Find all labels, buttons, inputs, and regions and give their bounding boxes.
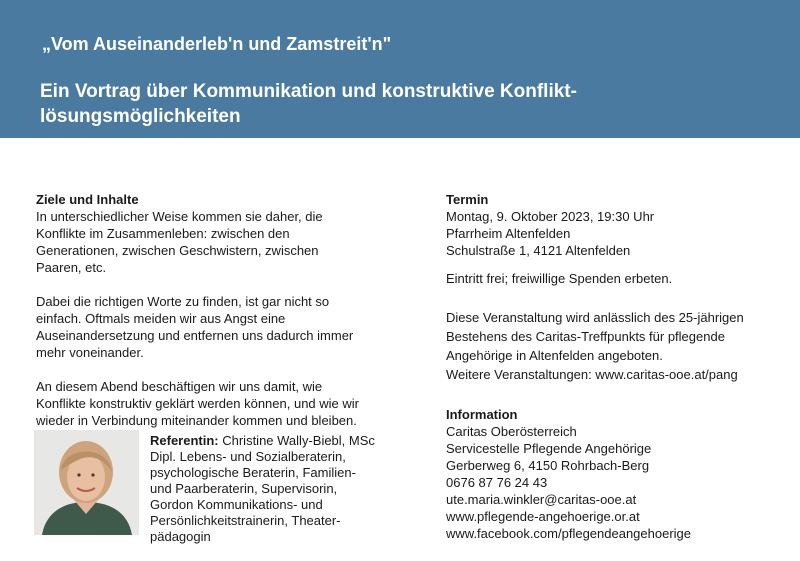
- goals-section: [36, 191, 416, 429]
- text-line: Dabei die richtigen Worte zu finden, ist gar nicht so: [36, 294, 330, 309]
- goals-heading: Ziele und Inhalte: [36, 192, 139, 207]
- phone-number: 0676 87 76 24 43: [446, 475, 548, 490]
- info-line: Gerberweg 6, 4150 Rohrbach-Berg: [446, 458, 650, 473]
- termin-line: Pfarrheim Altenfelden: [446, 226, 571, 241]
- facebook-link[interactable]: www.facebook.com/pflegendeangehoerige: [446, 526, 692, 541]
- speaker-photo: [34, 430, 139, 535]
- speaker-line: Dipl. Lebens- und Sozialberaterin,: [150, 449, 346, 464]
- event-quote-title: „Vom Auseinanderleb'n und Zamstreit'n": [42, 34, 392, 54]
- information-section: [446, 406, 786, 542]
- termin-section: [446, 191, 786, 259]
- text-line: An diesem Abend beschäftigen wir uns damit, wie: [36, 379, 323, 394]
- text-line: Konflikte im Zusammenleben: zwischen den: [36, 226, 290, 241]
- note-line: Angehörige in Altenfelden angeboten.: [446, 348, 663, 363]
- termin-heading: Termin: [446, 192, 489, 207]
- text-line: Auseinandersetzung und entfernen uns dadurch immer: [36, 328, 354, 343]
- termin-line: Schulstraße 1, 4121 Altenfelden: [446, 243, 631, 258]
- event-note: [446, 308, 786, 384]
- subtitle-line: Ein Vortrag über Kommunikation und konstruktive Konflikt-: [40, 81, 577, 102]
- termin-line: Montag, 9. Oktober 2023, 19:30 Uhr: [446, 209, 655, 224]
- info-line: Caritas Oberösterreich: [446, 424, 577, 439]
- text-line: wieder in Verbindung miteinander kommen und bleiben.: [36, 413, 357, 428]
- text-line: Generationen, zwischen Geschwistern, zwischen: [36, 243, 319, 258]
- email-link[interactable]: ute.maria.winkler@caritas-ooe.at: [446, 492, 637, 507]
- website-link[interactable]: www.pflegende-angehoerige.or.at: [446, 509, 640, 524]
- event-subtitle: [40, 79, 660, 129]
- note-line: Bestehens des Caritas-Treffpunkts für pflegende: [446, 329, 725, 344]
- speaker-line: psychologische Beraterin, Familien-: [150, 465, 356, 480]
- text-line: Konflikte konstruktiv geklärt werden können, und wie wir: [36, 396, 359, 411]
- goals-paragraph-2: [36, 293, 416, 361]
- speaker-line: Gordon Kommunikations- und: [150, 497, 323, 512]
- note-line: Weitere Veranstaltungen: www.caritas-ooe.at/pang: [446, 367, 738, 382]
- speaker-info: [150, 433, 410, 545]
- info-line: Servicestelle Pflegende Angehörige: [446, 441, 652, 456]
- text-line: In unterschiedlicher Weise kommen sie daher, die: [36, 209, 323, 224]
- goals-paragraph-1: [36, 208, 416, 276]
- admission-note: [446, 270, 786, 287]
- text-line: einfach. Oftmals meiden wir aus Angst eine: [36, 311, 286, 326]
- text-line: Paaren, etc.: [36, 260, 107, 275]
- speaker-line: Persönlichkeitstrainerin, Theater-: [150, 513, 341, 528]
- speaker-line: und Paarberaterin, Supervisorin,: [150, 481, 338, 496]
- information-heading: Information: [446, 407, 518, 422]
- header-banner: [0, 0, 800, 138]
- admission-text: Eintritt frei; freiwillige Spenden erbeten.: [446, 271, 673, 286]
- goals-paragraph-3: [36, 378, 416, 429]
- subtitle-line: lösungsmöglichkeiten: [40, 106, 241, 127]
- speaker-name: Christine Wally-Biebl, MSc: [218, 433, 375, 448]
- speaker-line: pädagogin: [150, 529, 211, 544]
- note-line: Diese Veranstaltung wird anlässlich des 25-jährigen: [446, 310, 744, 325]
- speaker-line: [150, 433, 410, 449]
- speaker-label: Referentin:: [150, 433, 219, 448]
- text-line: mehr voneinander.: [36, 345, 144, 360]
